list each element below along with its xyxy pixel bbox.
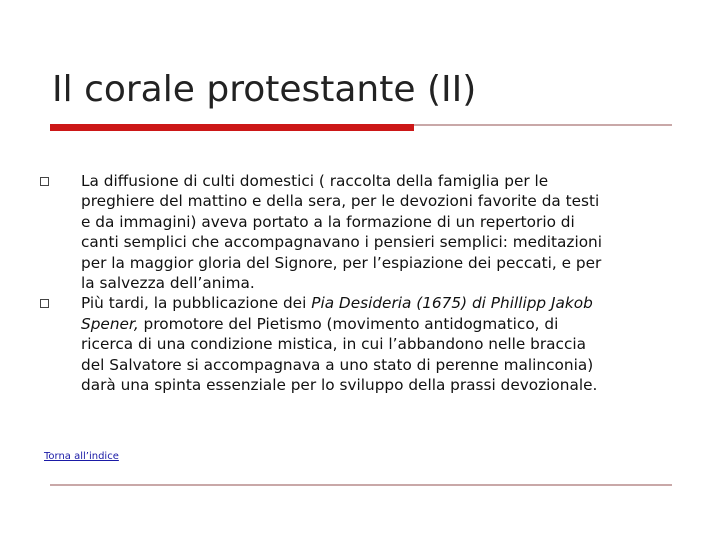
title-underline-accent	[50, 124, 414, 131]
bullet-list	[40, 171, 680, 395]
bullet-2-line-2	[81, 314, 680, 334]
bullet-2-line-1	[81, 293, 680, 313]
bullet-1-line-4: canti semplici che accompagnavano i pensieri semplici: meditazioni	[81, 233, 602, 252]
slide-title: Il corale protestante (II)	[52, 69, 477, 110]
bullet-2-text-post: promotore del Pietismo (movimento antidogmatico, di	[138, 314, 559, 333]
bullet-1-line-3: e da immagini) aveva portato a la formazione di un repertorio di	[81, 212, 575, 231]
back-to-index-link[interactable]: Torna all’indice	[44, 451, 119, 462]
bullet-1-line-5: per la maggior gloria del Signore, per l’espiazione dei peccati, e per	[81, 253, 602, 272]
bullet-2-text-pre: Più tardi, la pubblicazione dei	[81, 294, 312, 313]
square-bullet-icon	[40, 177, 49, 186]
bullet-1-line-1: La diffusione di culti domestici ( raccolta della famiglia per le	[81, 172, 549, 190]
bullet-2-line-3: ricerca di una condizione mistica, in cui l’abbandono nelle braccia	[81, 335, 586, 354]
footer-divider	[50, 484, 672, 486]
bullet-item-2	[40, 293, 680, 395]
bullet-item-1	[40, 171, 680, 293]
bullet-1-line-6: la salvezza dell’anima.	[81, 274, 255, 293]
square-bullet-icon	[40, 299, 49, 308]
bullet-2-line-5: darà una spinta essenziale per lo sviluppo della prassi devozionale.	[81, 376, 598, 395]
bullet-2-author-italic: Spener,	[81, 314, 139, 333]
bullet-2-title-italic: Pia Desideria (1675) di Phillipp Jakob	[311, 294, 593, 313]
bullet-2-line-4: del Salvatore si accompagnava a uno stato di perenne malinconia)	[81, 355, 594, 374]
bullet-1-line-2: preghiere del mattino e della sera, per le devozioni favorite da testi	[81, 192, 600, 211]
